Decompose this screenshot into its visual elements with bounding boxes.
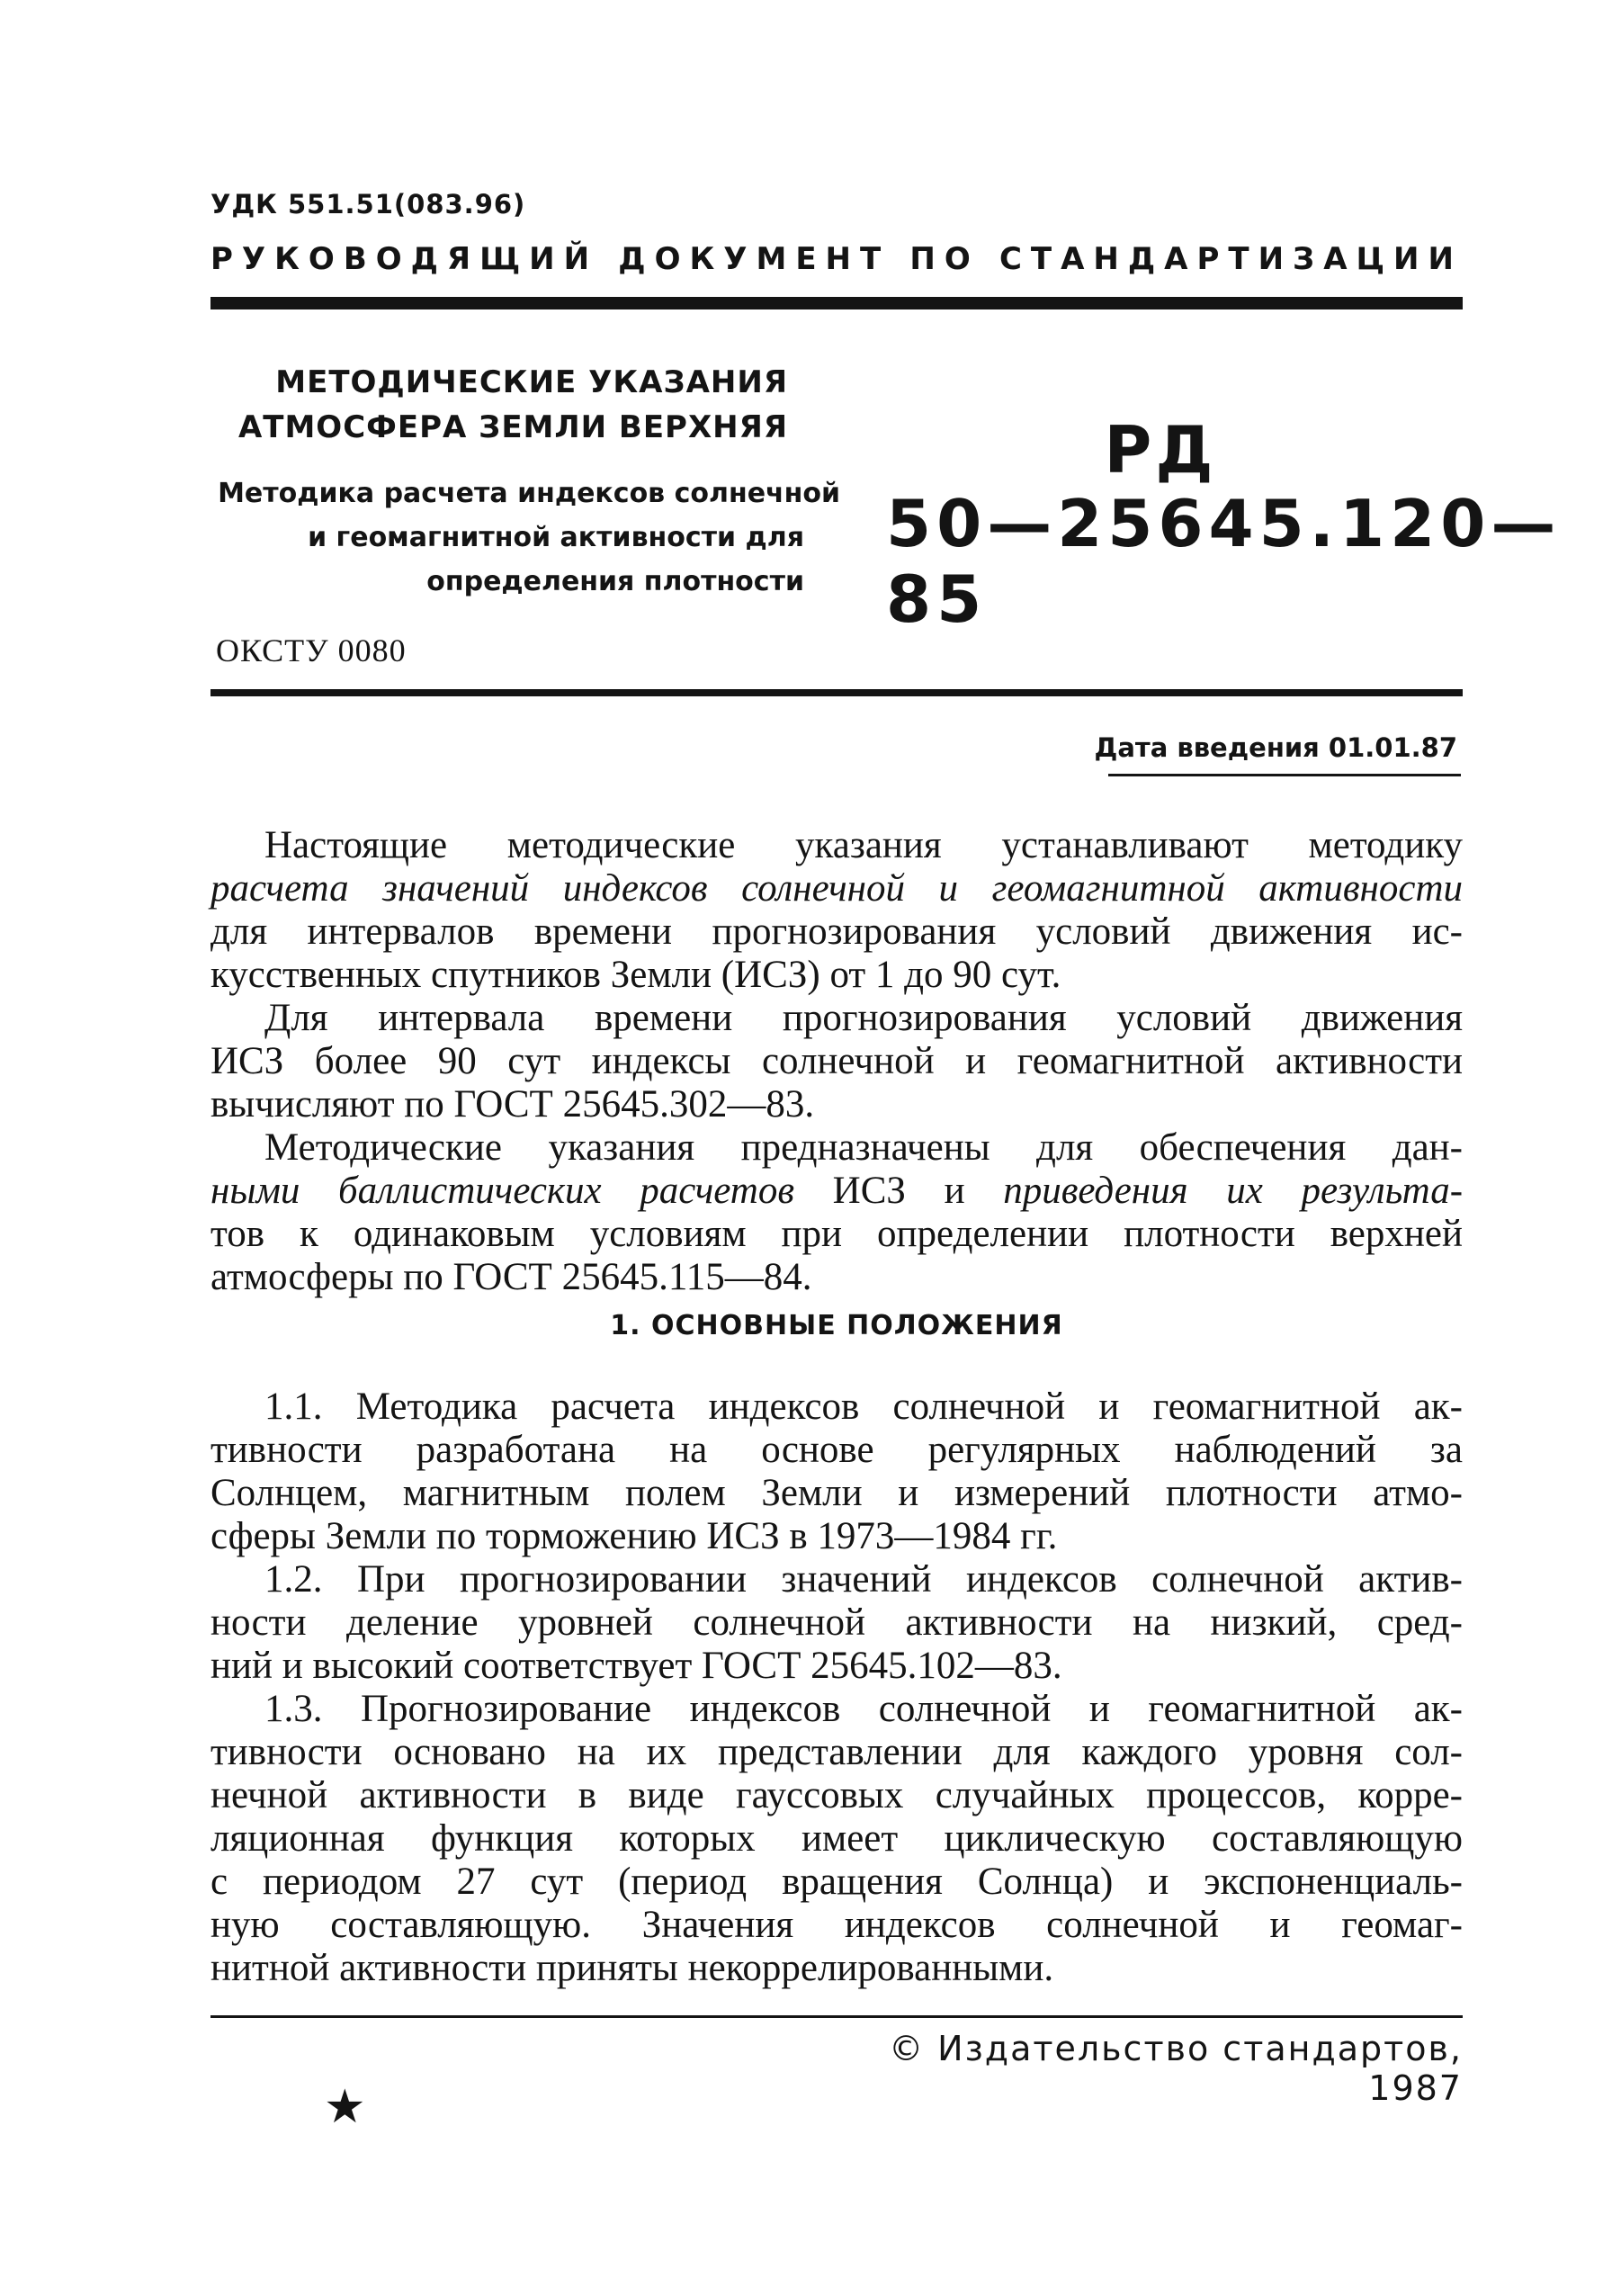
text-line: тов к одинаковым условиям при определении плотности верхней (210, 1213, 1463, 1255)
doc-type-word-3: ПО (909, 241, 980, 277)
title-sub-line-3: определения плотности (426, 566, 804, 597)
text-line: тивности разработана на основе регулярных наблюдений за (210, 1429, 1463, 1471)
clause-1-2 (210, 1558, 1463, 1688)
text-line: ИСЗ более 90 сут индексы солнечной и геомагнитной активности (210, 1040, 1463, 1082)
text-line: Методические указания предназначены для обеспечения дан- (264, 1126, 1463, 1169)
clause-1-3 (210, 1688, 1463, 1990)
text-line: Солнцем, магнитным полем Земли и измерений плотности атмо- (210, 1472, 1463, 1514)
text-line: с периодом 27 сут (период вращения Солнца) и экспоненциаль- (210, 1861, 1463, 1903)
text-line: нечной активности в виде гауссовых случайных процессов, корре- (210, 1774, 1463, 1816)
doc-type-word-1: РУКОВОДЯЩИЙ (210, 241, 599, 277)
designation-number: 50—25645.120—85 (886, 486, 1562, 637)
section-heading: 1. ОСНОВНЫЕ ПОЛОЖЕНИЯ (610, 1310, 1063, 1341)
designation-label: РД (1104, 412, 1217, 488)
text-fragment: ИСЗ и (832, 1170, 965, 1212)
title-block (210, 360, 840, 604)
text-line: нитной активности приняты некоррелированными. (210, 1947, 1054, 1989)
text-line: ний и высокий соответствует ГОСТ 25645.102—83. (210, 1645, 1062, 1687)
text-line (210, 1170, 1463, 1213)
text-line: тивности основано на их представлении для каждого уровня сол- (210, 1731, 1463, 1773)
clause-1-1 (210, 1386, 1463, 1558)
doc-type-word-4: СТАНДАРТИЗАЦИИ (999, 241, 1463, 277)
intro-paragraph-2 (210, 997, 1463, 1126)
doc-type-word-2: ДОКУМЕНТ (618, 241, 891, 277)
text-line: 1.1. Методика расчета индексов солнечной и геомагнитной ак- (264, 1386, 1463, 1428)
intro-paragraph-3 (210, 1126, 1463, 1299)
middle-rule-divider (210, 689, 1463, 696)
title-main (210, 360, 840, 450)
date-underline (1108, 774, 1461, 776)
text-fragment-italic: ными (210, 1170, 300, 1212)
footer-rule-divider (210, 2015, 1463, 2018)
text-line: атмосферы по ГОСТ 25645.115—84. (210, 1256, 812, 1298)
text-line: 1.3. Прогнозирование индексов солнечной и геомагнитной ак- (264, 1688, 1463, 1730)
text-line: ляционная функция которых имеет циклическую составляющую (210, 1817, 1463, 1860)
text-line: ности деление уровней солнечной активности на низкий, сред- (210, 1601, 1463, 1644)
text-line: для интервалов времени прогнозирования условий движения ис- (210, 910, 1463, 953)
title-sub-line-2: и геомагнитной активности для (308, 522, 804, 553)
udk-code: УДК 551.51(083.96) (210, 189, 526, 220)
text-line: расчета значений индексов солнечной и геомагнитной активности (210, 867, 1463, 910)
document-type-line (210, 241, 1463, 277)
oksty-code: ОКСТУ 0080 (216, 632, 407, 668)
text-line: ную составляющую. Значения индексов солнечной и геомаг- (210, 1904, 1463, 1946)
text-fragment-italic: приведения их результа- (1003, 1170, 1464, 1212)
introduction-date: Дата введения 01.01.87 (1094, 732, 1457, 763)
title-main-line-1: МЕТОДИЧЕСКИЕ УКАЗАНИЯ (275, 364, 788, 400)
text-line: сферы Земли по торможению ИСЗ в 1973—1984 гг. (210, 1515, 1058, 1557)
text-fragment-italic: баллистических расчетов (338, 1170, 795, 1212)
top-rule-divider (210, 297, 1463, 309)
intro-paragraph-1 (210, 824, 1463, 997)
text-line: вычисляют по ГОСТ 25645.302—83. (210, 1083, 815, 1126)
publisher-copyright: © Издательство стандартов, 1987 (889, 2029, 1463, 2108)
text-line: Для интервала времени прогнозирования условий движения (264, 997, 1463, 1039)
title-main-line-2: АТМОСФЕРА ЗЕМЛИ ВЕРХНЯЯ (237, 409, 788, 445)
text-line: 1.2. При прогнозировании значений индексов солнечной актив- (264, 1558, 1463, 1601)
title-subtitle (210, 471, 840, 604)
star-icon: ★ (324, 2080, 366, 2134)
text-line: кусственных спутников Земли (ИСЗ) от 1 до 90 сут. (210, 954, 1061, 996)
title-sub-line-1: Методика расчета индексов солнечной (218, 478, 840, 509)
text-line: Настоящие методические указания устанавливают методику (264, 824, 1463, 866)
